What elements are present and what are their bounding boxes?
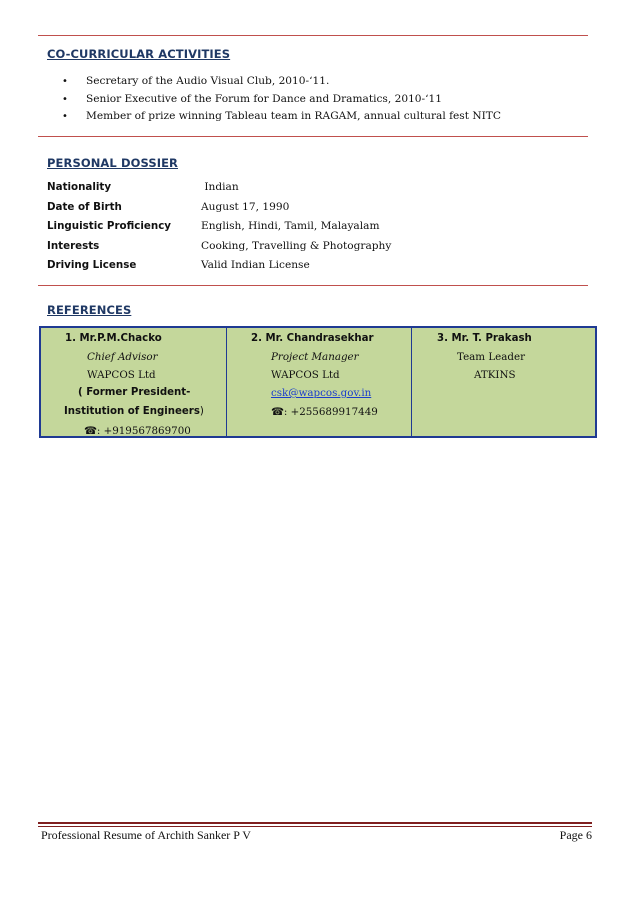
ref-org: ATKINS: [474, 369, 516, 381]
ref-role: Chief Advisor: [87, 351, 158, 363]
cocurricular-list: [62, 73, 501, 126]
dossier-title: PERSONAL DOSSIER: [47, 156, 179, 170]
ref-note: Institution of Engineers): [64, 406, 204, 417]
list-item: • Secretary of the Audio Visual Club, 2010-‘11.: [62, 73, 501, 91]
ref-role: Project Manager: [271, 351, 359, 363]
reference-2: [227, 328, 412, 436]
ref-phone: ☎: +919567869700: [84, 425, 191, 437]
reference-3: [412, 328, 595, 436]
bullet-icon: •: [62, 93, 68, 105]
ref-org: WAPCOS Ltd: [87, 369, 156, 381]
page-number: Page 6: [559, 828, 592, 842]
section-rule: [38, 136, 588, 137]
ref-name: 3. Mr. T. Prakash: [437, 333, 532, 344]
ref-note: ( Former President-: [78, 387, 191, 398]
list-item: • Senior Executive of the Forum for Dance and Dramatics, 2010-‘11: [62, 91, 501, 109]
ref-org: WAPCOS Ltd: [271, 369, 340, 381]
email-link[interactable]: csk@wapcos.gov.in: [271, 387, 372, 399]
bullet-icon: •: [62, 111, 68, 122]
ref-role: Team Leader: [457, 351, 526, 363]
ref-name: 1. Mr.P.M.Chacko: [65, 333, 162, 344]
bullet-icon: •: [62, 76, 68, 87]
ref-phone: ☎: +255689917449: [271, 406, 378, 418]
top-rule: [38, 35, 588, 36]
cocurricular-title: CO-CURRICULAR ACTIVITIES: [47, 47, 231, 61]
section-rule: [38, 285, 588, 286]
reference-1: [41, 328, 227, 436]
footer-rule: [38, 826, 592, 827]
ref-name: 2. Mr. Chandrasekhar: [251, 333, 374, 344]
phone-icon: ☎: [271, 406, 284, 418]
references-title: REFERENCES: [47, 303, 132, 317]
list-item: • Member of prize winning Tableau team in RAGAM, annual cultural fest NITC: [62, 108, 501, 126]
footer-title: Professional Resume of Archith Sanker P V: [41, 828, 251, 842]
footer-rule: [38, 822, 592, 824]
phone-icon: ☎: [84, 425, 97, 437]
references-table: [39, 326, 597, 438]
ref-email[interactable]: [271, 384, 371, 402]
